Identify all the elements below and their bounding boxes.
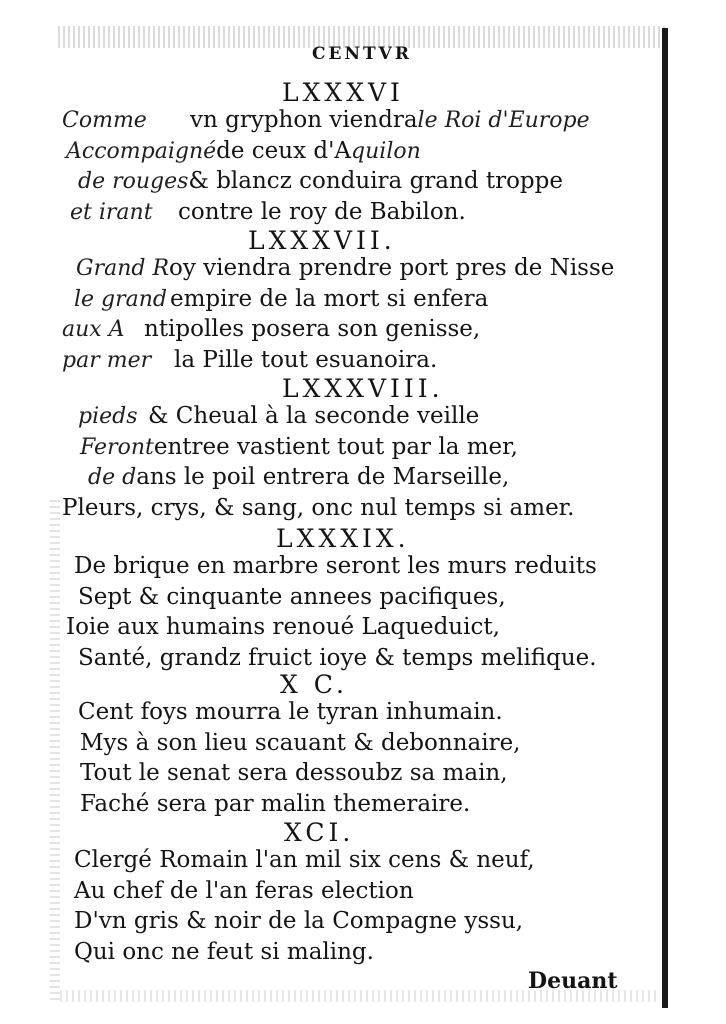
printed-text: vn gryphon viendra [190, 107, 418, 133]
scan-edge-left [50, 500, 60, 1000]
handwritten-annotation: de d [88, 465, 137, 490]
verse-line [66, 611, 500, 643]
handwritten-annotation: de rouges [78, 169, 189, 194]
quatrain-numeral: LXXXIX. [276, 524, 410, 553]
quatrain-numeral: X C. [280, 670, 348, 699]
printed-text: Au chef de l'an feras election [74, 877, 414, 904]
printed-text: Santé, grandz fruict ioye & temps melifique. [78, 644, 597, 671]
verse-line [80, 727, 521, 759]
printed-text: la Pille tout esuanoira. [174, 346, 438, 373]
printed-text: & blancz conduira grand troppe [188, 168, 563, 194]
printed-text: Tout le senat sera dessoubz sa main, [80, 760, 508, 786]
quatrain-numeral: LXXXVI [282, 78, 404, 107]
verse-line [78, 696, 503, 728]
verse-line [62, 104, 590, 136]
printed-text: Pleurs, crys, & sang, onc nul temps si amer. [62, 494, 575, 521]
verse-line [74, 283, 488, 315]
printed-text: D'vn gris & noir de la Compagne yssu, [74, 908, 524, 934]
handwritten-annotation: par mer [62, 347, 152, 373]
verse-line [88, 461, 509, 493]
printed-text: De brique en marbre seront les murs reduits [74, 553, 597, 579]
verse-line [74, 905, 523, 937]
printed-text: ntipolles posera son genisse, [144, 316, 481, 342]
handwritten-annotation: pieds [78, 404, 138, 429]
printed-text: Ioie aux humains renoué Laqueduict, [66, 614, 500, 640]
verse-line [70, 196, 466, 228]
printed-text: ans le poil entrera de Marseille, [136, 464, 510, 490]
printed-text: Qui onc ne feut si maling. [74, 938, 374, 965]
verse-line [80, 757, 508, 789]
printed-text: Clergé Romain l'an mil six cens & neuf, [74, 847, 535, 873]
printed-text: oy viendra prendre port pres de Nisse [169, 255, 615, 281]
verse-line [62, 344, 437, 376]
printed-text: empire de la mort si enfera [170, 285, 489, 312]
verse-line [74, 844, 535, 876]
verse-line [62, 313, 480, 345]
verse-line [78, 581, 506, 613]
quatrain-numeral: LXXXVIII. [282, 374, 444, 403]
handwritten-annotation: Grand R [76, 256, 170, 281]
verse-line [66, 135, 421, 167]
verse-line [74, 875, 414, 907]
verse-line [80, 788, 470, 820]
printed-text: Cent foys mourra le tyran inhumain. [78, 699, 503, 725]
handwritten-annotation: Feront [80, 434, 154, 460]
verse-line [78, 165, 563, 197]
quatrain-numeral: LXXXVII. [248, 226, 396, 255]
printed-text: contre le roy de Babilon. [178, 198, 466, 225]
printed-text: Sept & cinquante annees pacifiques, [78, 583, 506, 610]
verse-line [80, 431, 518, 463]
handwritten-annotation: le grand [74, 286, 168, 312]
printed-text: entree vastient tout par la mer, [153, 433, 518, 460]
verse-line [76, 252, 614, 284]
handwritten-annotation: Comme [62, 108, 147, 133]
verse-line [62, 492, 574, 524]
printed-text: & Cheual à la seconde veille [148, 403, 480, 429]
scan-edge-right [662, 28, 668, 1008]
printed-text: de ceux d'A [216, 137, 352, 164]
catchword: Deuant [528, 968, 618, 994]
handwritten-annotation: et irant [70, 199, 153, 225]
quatrain-numeral: XCI. [284, 818, 355, 847]
printed-text: Faché sera par malin themeraire. [80, 790, 471, 817]
handwritten-annotation: le Roi d'Europe [417, 108, 590, 133]
verse-line [78, 642, 597, 674]
verse-line [78, 400, 479, 432]
handwritten-annotation: quilon [351, 138, 421, 164]
handwritten-annotation: Accompaigné [66, 138, 217, 164]
verse-line [74, 550, 597, 582]
verse-line [74, 936, 374, 968]
handwritten-annotation: aux A [62, 317, 125, 342]
running-header: CENTVR [312, 44, 412, 64]
printed-text: Mys à son lieu scauant & debonnaire, [80, 729, 521, 756]
